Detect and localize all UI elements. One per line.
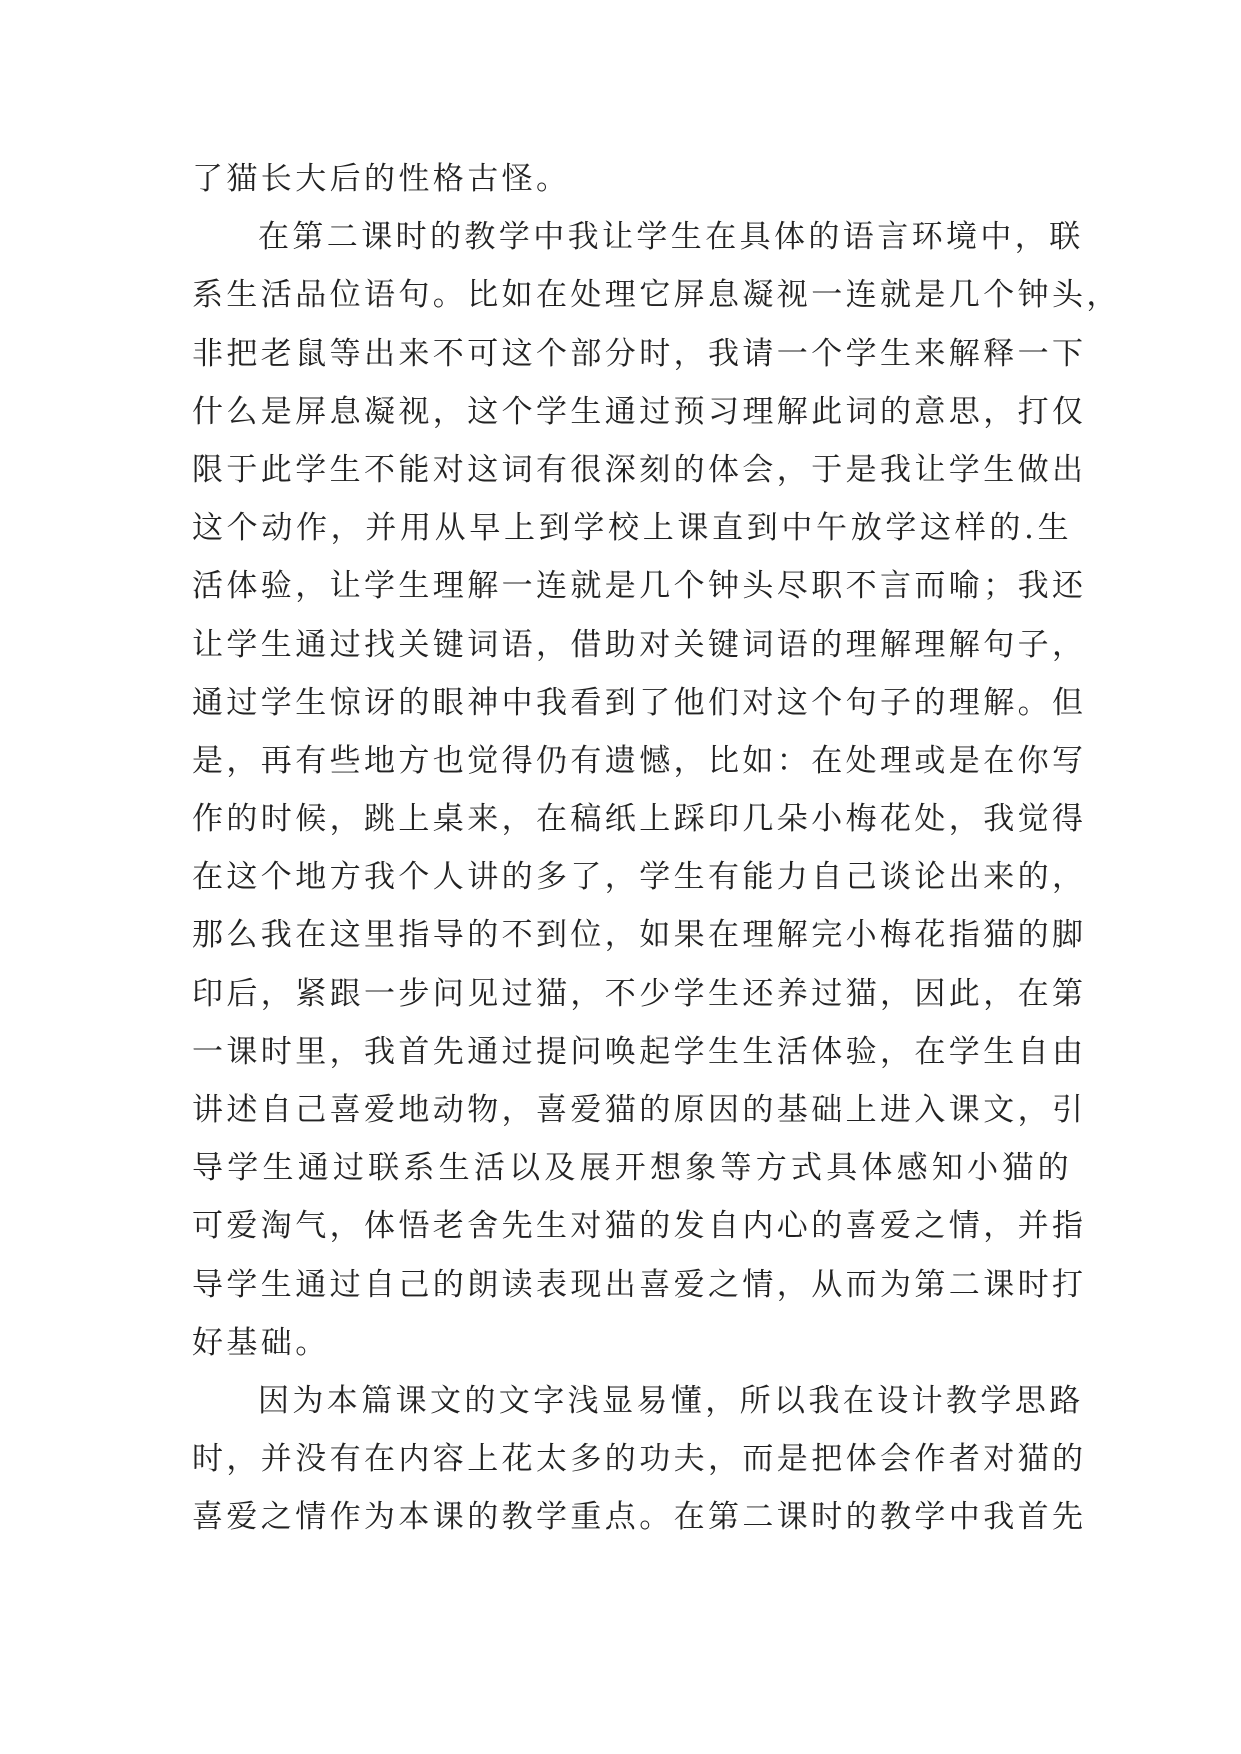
text-line: 作的时候，跳上桌来，在稿纸上踩印几朵小梅花处，我觉得 — [192, 801, 1087, 838]
text-line: 那么我在这里指导的不到位，如果在理解完小梅花指猫的脚 — [192, 917, 1087, 954]
text-line: 是，再有些地方也觉得仍有遗憾，比如：在处理或是在你写 — [192, 742, 1087, 779]
text-line: 好基础。 — [192, 1324, 330, 1361]
text-line: 非把老鼠等出来不可这个部分时，我请一个学生来解释一下 — [192, 335, 1087, 372]
text-line: 在这个地方我个人讲的多了，学生有能力自己谈论出来的， — [192, 859, 1087, 896]
text-line: 系生活品位语句。比如在处理它屏息凝视一连就是几个钟头， — [192, 277, 1121, 314]
text-line: 时，并没有在内容上花太多的功夫，而是把体会作者对猫的 — [192, 1441, 1087, 1478]
text-line: 可爱淘气，体悟老舍先生对猫的发自内心的喜爱之情，并指 — [192, 1208, 1087, 1245]
text-line: 一课时里，我首先通过提问唤起学生生活体验，在学生自由 — [192, 1033, 1087, 1070]
text-line: 了猫长大后的性格古怪。 — [192, 161, 571, 197]
text-line: 在第二课时的教学中我让学生在具体的语言环境中，联 — [258, 219, 1084, 256]
text-line: 导学生通过联系生活以及展开想象等方式具体感知小猫的 — [192, 1150, 1072, 1187]
text-line: 喜爱之情作为本课的教学重点。在第二课时的教学中我首先 — [192, 1499, 1087, 1536]
text-line: 限于此学生不能对这词有很深刻的体会，于是我让学生做出 — [192, 451, 1087, 488]
text-line: 印后，紧跟一步问见过猫，不少学生还养过猫，因此，在第 — [192, 975, 1087, 1012]
text-line: 让学生通过找关键词语，借助对关键词语的理解理解句子， — [192, 626, 1087, 663]
text-line: 导学生通过自己的朗读表现出喜爱之情，从而为第二课时打 — [192, 1266, 1087, 1303]
text-line: 因为本篇课文的文字浅显易懂，所以我在设计教学思路 — [258, 1382, 1084, 1419]
text-line: 通过学生惊讶的眼神中我看到了他们对这个句子的理解。但 — [192, 684, 1087, 721]
body-text — [192, 150, 1121, 1547]
text-line: 什么是屏息凝视，这个学生通过预习理解此词的意思，打仅 — [192, 393, 1087, 430]
text-line: 这个动作，并用从早上到学校上课直到中午放学这样的.生 — [192, 510, 1072, 547]
text-line: 活体验，让学生理解一连就是几个钟头尽职不言而喻；我还 — [192, 568, 1087, 605]
text-line: 讲述自己喜爱地动物，喜爱猫的原因的基础上进入课文，引 — [192, 1092, 1087, 1128]
